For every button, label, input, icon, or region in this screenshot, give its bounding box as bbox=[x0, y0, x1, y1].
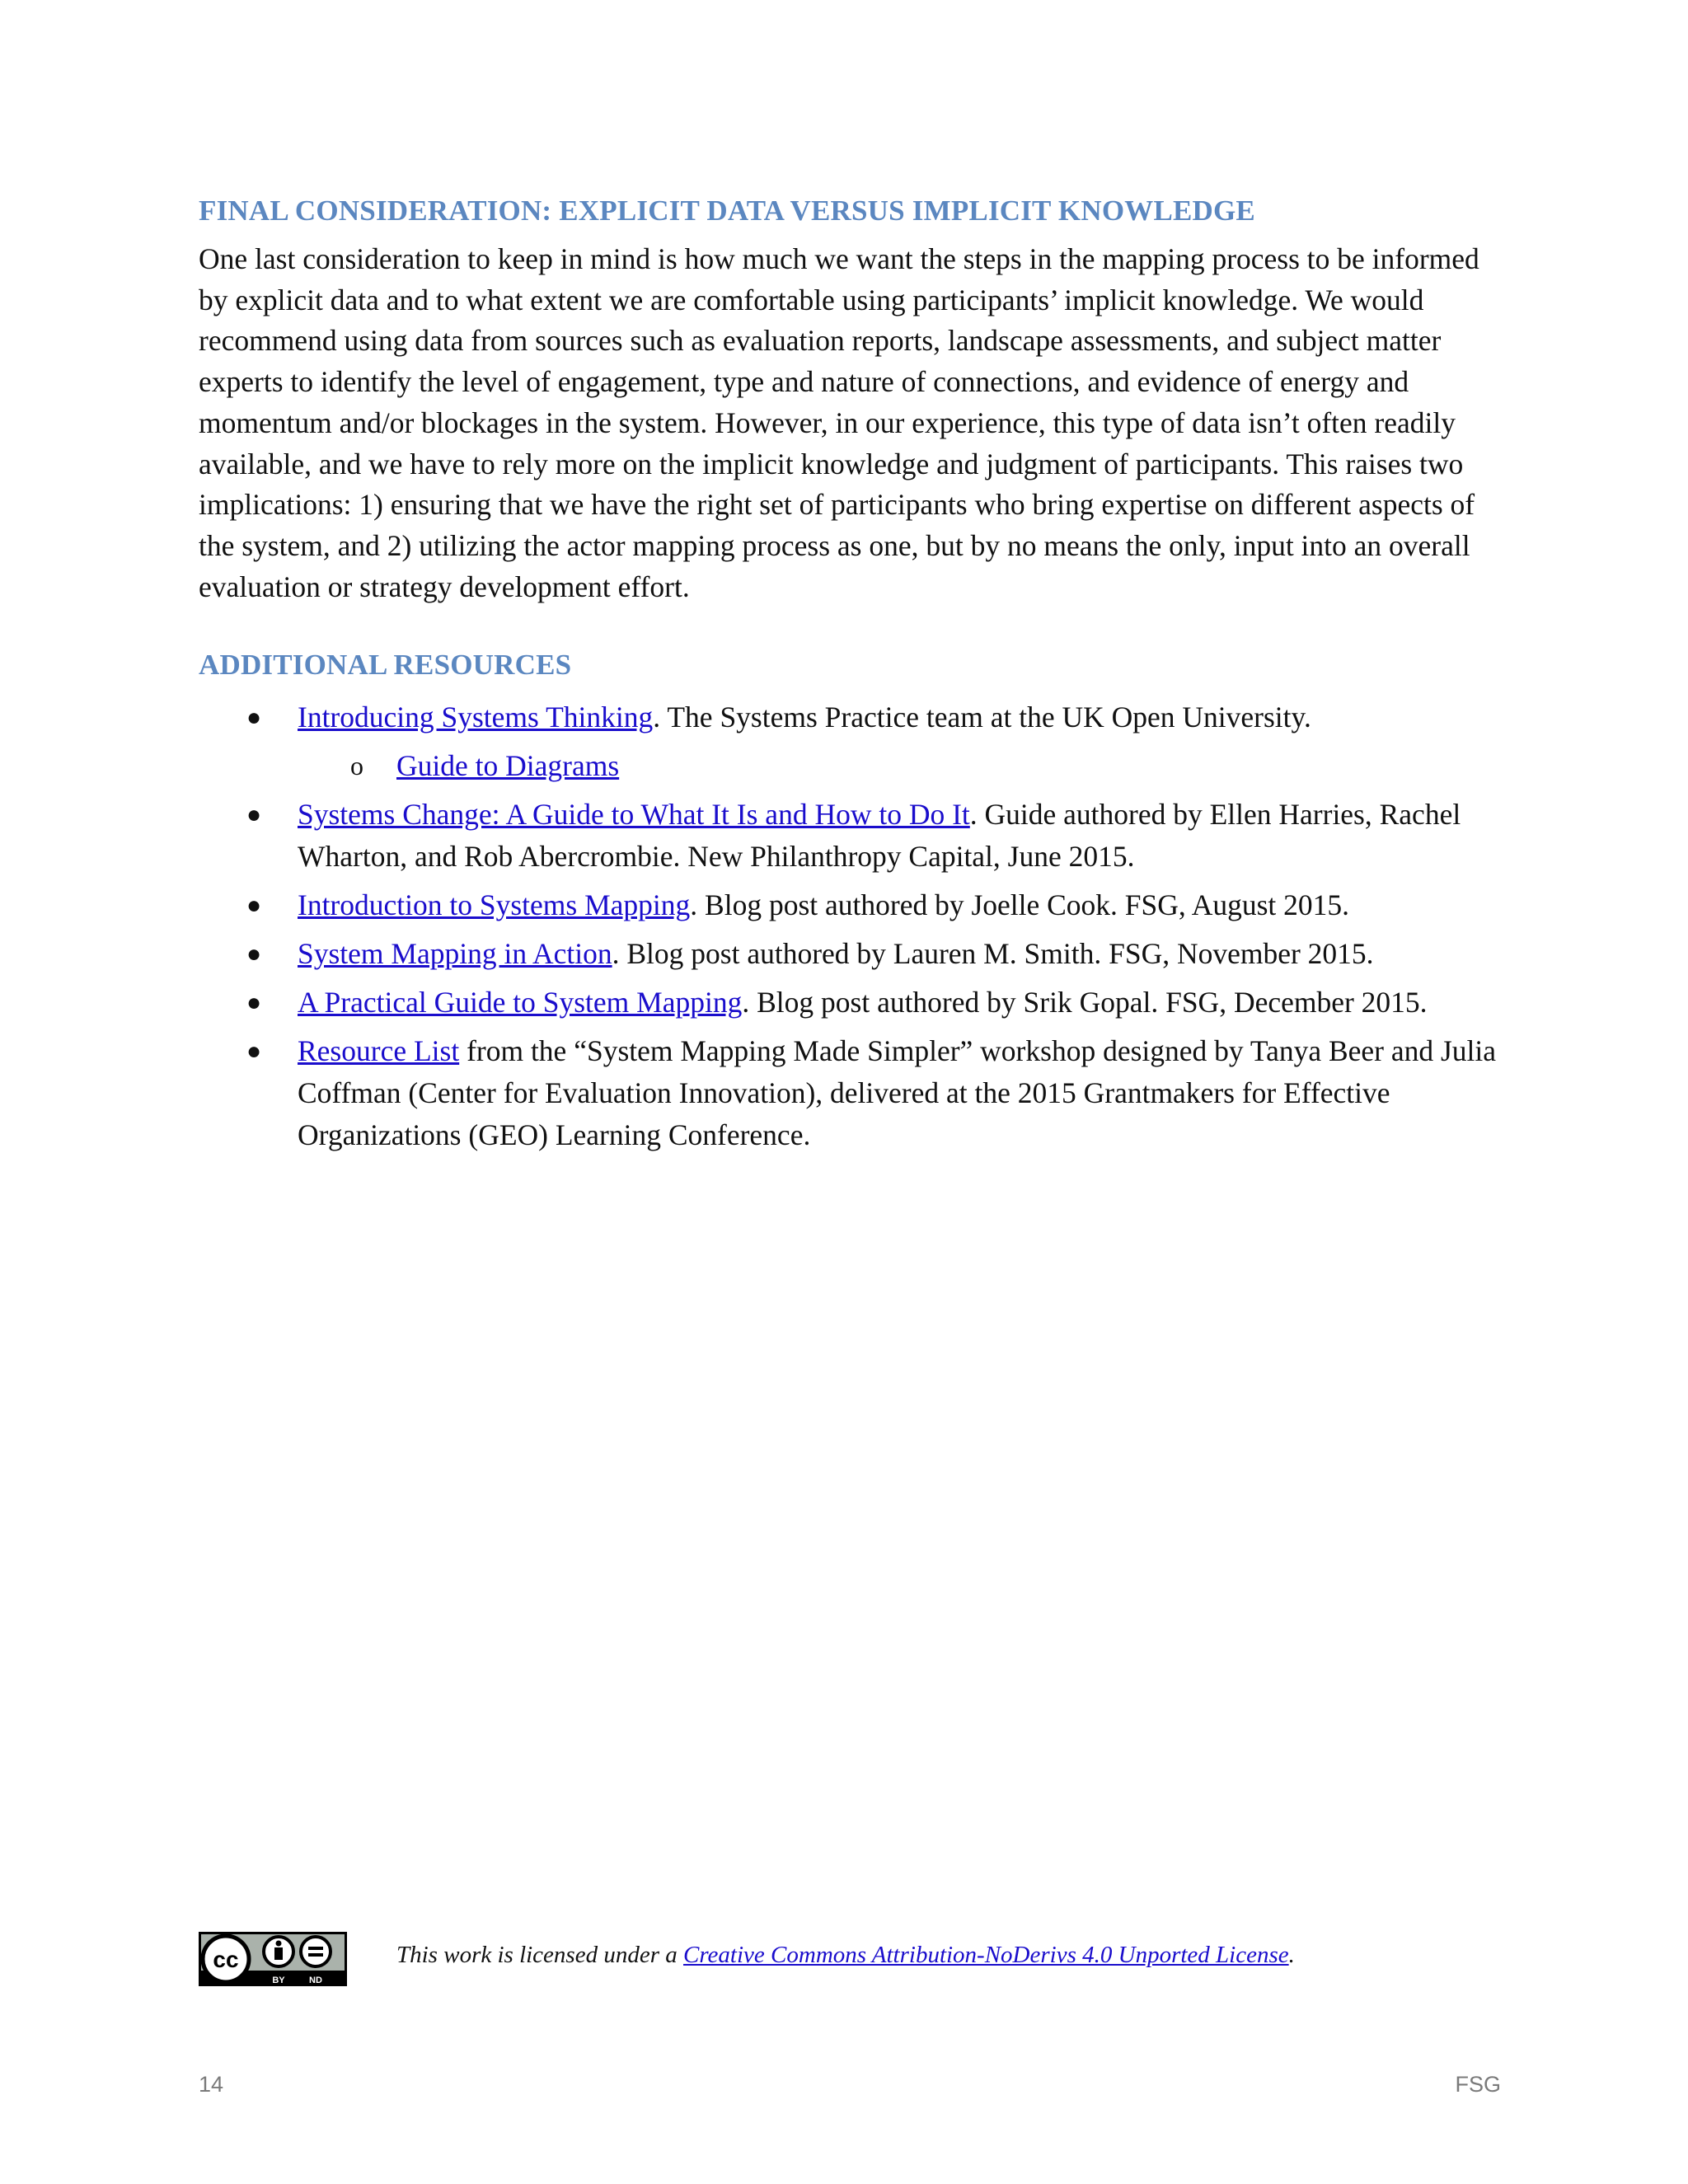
list-item bbox=[199, 1030, 1501, 1156]
bullet-icon: ● bbox=[246, 940, 262, 968]
main-content bbox=[199, 194, 1501, 1163]
sub-list-item bbox=[298, 745, 1501, 787]
link-practical-guide-to-system-mapping[interactable]: A Practical Guide to System Mapping bbox=[298, 986, 743, 1019]
list-item-text: . The Systems Practice team at the UK Open University. bbox=[653, 701, 1311, 734]
link-system-mapping-in-action[interactable]: System Mapping in Action bbox=[298, 937, 612, 971]
footer-org-name: FSG bbox=[1455, 2072, 1501, 2097]
list-item bbox=[199, 933, 1501, 975]
circle-bullet-icon: o bbox=[350, 751, 363, 781]
final-consideration-paragraph: One last consideration to keep in mind is how much we want the steps in the mapping process to be informed by explicit data and to what extent we are comfortable using participants’ implicit knowledge. We would recommend using data from sources such as evaluation reports, landscape assessments, and subject matter experts to identify the level of engagement, type and nature of connections, and evidence of energy and momentum and/or blockages in the system. However, in our experience, this type of data isn’t often readily available, and we have to rely more on the implicit knowledge and judgment of participants. This raises two implications: 1) ensuring that we have the right set of participants who bring expertise on different aspects of the system, and 2) utilizing the actor mapping process as one, but by no means the only, input into an overall evaluation or strategy development effort. bbox=[199, 242, 1479, 603]
creative-commons-by-nd-icon bbox=[199, 1932, 347, 1986]
list-item bbox=[199, 982, 1501, 1024]
list-item-text: . Blog post authored by Joelle Cook. FSG, August 2015. bbox=[690, 888, 1350, 922]
license-suffix: . bbox=[1288, 1942, 1295, 1968]
svg-text:ND: ND bbox=[309, 1975, 322, 1985]
section-heading-additional-resources: ADDITIONAL RESOURCES bbox=[199, 649, 572, 682]
license-prefix: This work is licensed under a bbox=[396, 1942, 683, 1968]
list-item-text: from the “System Mapping Made Simpler” workshop designed by Tanya Beer and Julia Coffman (Center for Evaluation Innovation), delivered at the 2015 Grantmakers for Effective Organizations (GEO) Learning Conference. bbox=[298, 1034, 1497, 1152]
bullet-icon: ● bbox=[246, 704, 262, 732]
bullet-icon: ● bbox=[246, 1038, 262, 1066]
page-footer bbox=[199, 2072, 1501, 2105]
svg-text:cc: cc bbox=[213, 1947, 239, 1972]
sub-list bbox=[298, 745, 1501, 787]
resource-list bbox=[199, 696, 1501, 1156]
list-item bbox=[199, 884, 1501, 926]
link-resource-list[interactable]: Resource List bbox=[298, 1034, 460, 1068]
link-systems-change-guide[interactable]: Systems Change: A Guide to What It Is and How to Do It bbox=[298, 798, 970, 832]
section-heading-final-consideration: FINAL CONSIDERATION: EXPLICIT DATA VERSUS IMPLICIT KNOWLEDGE bbox=[199, 194, 1255, 227]
link-introduction-to-systems-mapping[interactable]: Introduction to Systems Mapping bbox=[298, 888, 691, 922]
link-guide-to-diagrams[interactable]: Guide to Diagrams bbox=[396, 749, 620, 783]
bullet-icon: ● bbox=[246, 801, 262, 829]
list-item-text: . Blog post authored by Lauren M. Smith. FSG, November 2015. bbox=[612, 937, 1374, 971]
bullet-icon: ● bbox=[246, 989, 262, 1017]
bullet-icon: ● bbox=[246, 892, 262, 920]
list-item-text: . Blog post authored by Srik Gopal. FSG, December 2015. bbox=[742, 986, 1428, 1019]
license-statement bbox=[396, 1942, 1295, 1969]
page-number: 14 bbox=[199, 2072, 224, 2097]
svg-text:BY: BY bbox=[272, 1975, 285, 1985]
list-item bbox=[199, 794, 1501, 878]
list-item bbox=[199, 696, 1501, 787]
link-creative-commons-license[interactable]: Creative Commons Attribution-NoDerivs 4.0 Unported License bbox=[683, 1942, 1289, 1968]
license-block bbox=[199, 1932, 1517, 1990]
link-introducing-systems-thinking[interactable]: Introducing Systems Thinking bbox=[298, 701, 654, 734]
list-item-text: . Guide authored by Ellen Harries, Rachel Wharton, and Rob Abercrombie. New Philanthropy Capital, June 2015. bbox=[298, 798, 1461, 874]
